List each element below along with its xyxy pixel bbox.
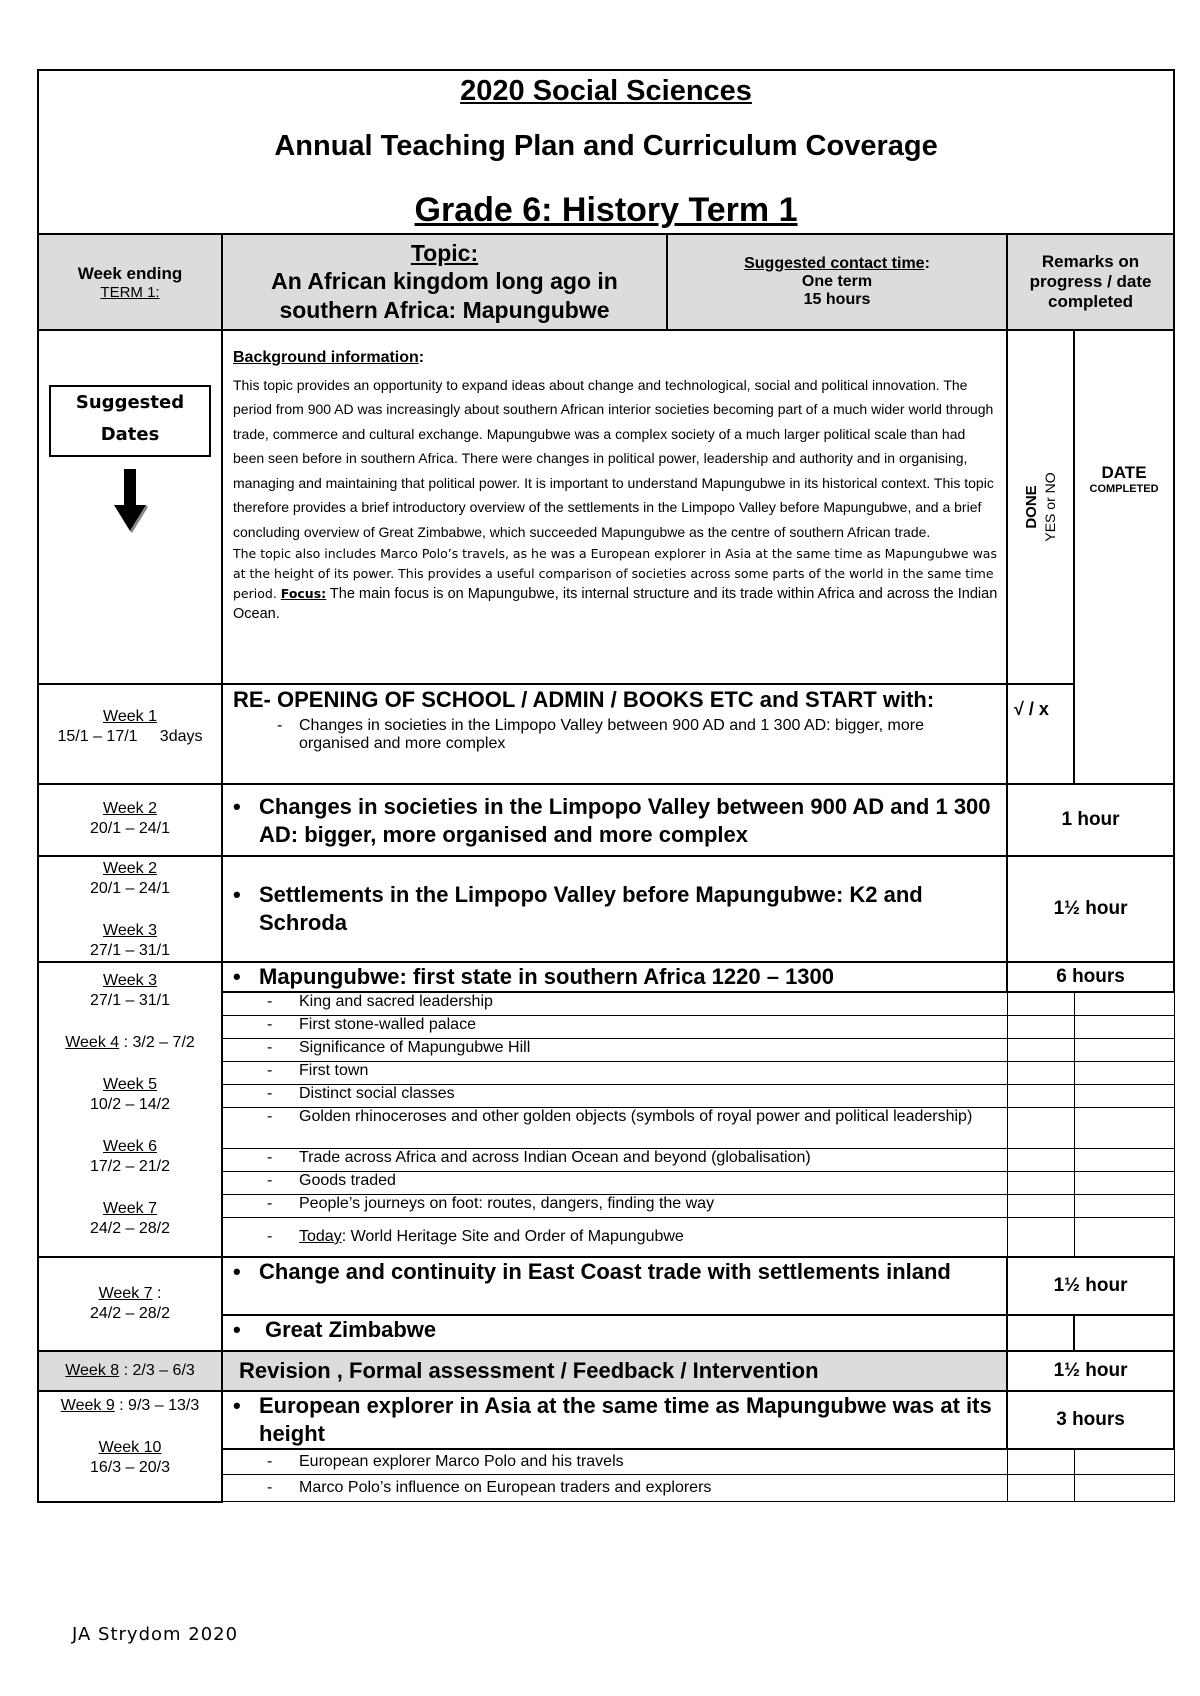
sub-item-text: Trade across Africa and across Indian Ocean and beyond (globalisation) — [299, 1149, 811, 1166]
term-label: TERM 1: — [100, 283, 160, 301]
week-2-content — [222, 784, 1007, 856]
date-completed-column — [1074, 330, 1174, 784]
sub-item-row: - Distinct social classes — [222, 1085, 1007, 1108]
week-1-cell — [38, 684, 222, 784]
background-heading-colon: : — [418, 349, 425, 366]
today-text: : World Heritage Site and Order of Mapungubwe — [341, 1228, 684, 1245]
done-cell[interactable] — [1007, 1085, 1074, 1108]
east-coast-content — [222, 1257, 1007, 1315]
sub-item-row: - First stone-walled palace — [222, 1016, 1007, 1039]
bullet-item — [223, 1316, 1006, 1344]
great-zimbabwe-content — [222, 1315, 1007, 1351]
sub-item-row: - Significance of Mapungubwe Hill — [222, 1039, 1007, 1062]
background-heading: Background information — [233, 349, 419, 366]
bullet-icon: • — [233, 1317, 241, 1342]
date-label: DATE — [1101, 463, 1147, 482]
dash: - — [277, 717, 283, 734]
revision-content: Revision , Formal assessment / Feedback / Intervention — [222, 1351, 1007, 1391]
hours-value: 1½ hour — [1007, 1257, 1174, 1315]
week-3-dates: 27/1 – 31/1 — [89, 942, 171, 959]
week-3-label: Week 3 — [103, 922, 157, 939]
contact-time-hours: 15 hours — [803, 291, 871, 308]
sub-item-text: First town — [299, 1062, 369, 1079]
week-2-dates: 20/1 – 24/1 — [89, 820, 171, 837]
week-7-dates: 24/2 – 28/2 — [89, 1305, 171, 1322]
bullet-text: Settlements in the Limpopo Valley before Mapungubwe: K2 and Schroda — [259, 882, 923, 935]
done-cell[interactable] — [1007, 1449, 1074, 1475]
tick-cross-label: √ / x — [1008, 683, 1073, 777]
week-1-subitem-text: Changes in societies in the Limpopo Valley between 900 AD and 1 300 AD: bigger, more organised and more complex — [299, 717, 924, 752]
hours-value: 1½ hour — [1007, 856, 1174, 962]
hours-value: 1 hour — [1007, 784, 1174, 856]
remarks-line-1: Remarks on — [1041, 252, 1140, 271]
done-cell[interactable] — [1007, 1195, 1074, 1218]
date-cell[interactable] — [1074, 1108, 1174, 1149]
bullet-item — [223, 963, 1006, 991]
sub-item-row: - People’s journeys on foot: routes, dangers, finding the way — [222, 1195, 1007, 1218]
sub-item-row: - First town — [222, 1062, 1007, 1085]
hours-value: 1½ hour — [1007, 1351, 1174, 1391]
sub-item-row: - Marco Polo’s influence on European traders and explorers — [222, 1475, 1007, 1502]
sub-item-text: Marco Polo’s influence on European traders and explorers — [299, 1479, 712, 1496]
week-6-label: Week 6 — [103, 1138, 157, 1155]
focus-label: Focus: — [280, 586, 327, 601]
week-9-label: Week 9 — [60, 1397, 115, 1414]
done-vertical-label — [1022, 472, 1060, 541]
date-cell[interactable] — [1074, 992, 1174, 1016]
mapungubwe-content — [222, 962, 1007, 992]
bullet-text: European explorer in Asia at the same time as Mapungubwe was at its height — [259, 1393, 992, 1446]
sub-item-text: King and sacred leadership — [299, 993, 493, 1010]
week-3-label: Week 3 — [103, 972, 157, 989]
title-grade: Grade 6: History Term 1 — [414, 191, 798, 229]
bullet-item — [223, 1392, 1006, 1448]
week-7-cell — [38, 1257, 222, 1351]
date-cell[interactable] — [1074, 1062, 1174, 1085]
background-paragraph-2 — [233, 544, 998, 624]
suggested-dates-cell — [38, 330, 222, 684]
date-cell[interactable] — [1074, 1039, 1174, 1062]
week-7-label: Week 7 — [98, 1285, 153, 1302]
focus-text: The main focus is on Mapungubwe, its internal structure and its trade within Africa and across the Indian Ocean. — [233, 586, 998, 622]
teaching-plan-table — [37, 69, 1175, 1503]
today-label: Today — [299, 1228, 342, 1245]
sub-item-row: - Trade across Africa and across Indian Ocean and beyond (globalisation) — [222, 1149, 1007, 1172]
week-7-colon: : — [152, 1285, 162, 1302]
reopening-heading: RE- OPENING OF SCHOOL / ADMIN / BOOKS ETC and START with: — [233, 687, 935, 712]
sub-item-row: - Golden rhinoceroses and other golden objects (symbols of royal power and political leadership) — [222, 1108, 1007, 1149]
settlements-weeks-cell — [38, 856, 222, 962]
title-block — [38, 70, 1174, 234]
plan-page — [37, 69, 1173, 1503]
done-cell[interactable] — [1007, 992, 1074, 1016]
contact-time-label: Suggested contact time — [744, 255, 925, 272]
bullet-text: Mapungubwe: first state in southern Africa 1220 – 1300 — [259, 964, 835, 989]
topic-line-1: An African kingdom long ago in — [271, 267, 618, 294]
done-cell[interactable] — [1007, 1108, 1074, 1149]
bullet-item — [223, 1258, 1006, 1286]
bullet-icon: • — [233, 964, 241, 989]
sub-item-text: Golden rhinoceroses and other golden objects (symbols of royal power and political leadership) — [299, 1108, 973, 1125]
bullet-text: Great Zimbabwe — [265, 1317, 437, 1342]
done-cell[interactable] — [1007, 1172, 1074, 1195]
date-cell[interactable] — [1074, 1149, 1174, 1172]
done-cell[interactable] — [1007, 1016, 1074, 1039]
done-column — [1007, 330, 1074, 784]
remarks-line-2: progress / date — [1029, 272, 1152, 291]
done-label: DONE — [1022, 485, 1040, 529]
sub-item-text: Goods traded — [299, 1172, 396, 1189]
week-2-label: Week 2 — [103, 860, 157, 877]
week-8-cell — [38, 1351, 222, 1391]
week-10-label: Week 10 — [98, 1439, 162, 1456]
date-cell[interactable] — [1074, 1195, 1174, 1218]
sub-item-row: - King and sacred leadership — [222, 992, 1007, 1016]
title-plan: Annual Teaching Plan and Curriculum Coverage — [274, 130, 938, 162]
bullet-icon: • — [233, 882, 241, 907]
title-year: 2020 Social Sciences — [460, 75, 752, 107]
done-cell[interactable] — [1007, 1039, 1074, 1062]
bullet-text: Change and continuity in East Coast trade with settlements inland — [259, 1259, 951, 1284]
week-8-dates: : 2/3 – 6/3 — [119, 1362, 195, 1379]
date-cell[interactable] — [1074, 1475, 1174, 1502]
done-cell[interactable] — [1007, 1475, 1074, 1502]
week-7-label: Week 7 — [103, 1200, 157, 1217]
mapungubwe-weeks-cell — [38, 962, 222, 1257]
done-cell[interactable] — [1007, 1062, 1074, 1085]
week-10-dates: 16/3 – 20/3 — [89, 1459, 171, 1476]
week-1-label: Week 1 — [103, 708, 157, 725]
bullet-item — [223, 793, 1006, 849]
remarks-header — [1007, 234, 1174, 330]
week-9-10-cell — [38, 1391, 222, 1502]
sub-item-row: - Goods traded — [222, 1172, 1007, 1195]
settlements-content — [222, 856, 1007, 962]
date-cell[interactable] — [1074, 1218, 1174, 1258]
week-6-dates: 17/2 – 21/2 — [89, 1158, 171, 1175]
bullet-icon: • — [233, 794, 241, 819]
week-1-content — [222, 684, 1007, 784]
date-cell[interactable] — [1074, 1449, 1174, 1475]
week-7-dates: 24/2 – 28/2 — [89, 1220, 171, 1237]
sub-item-row: - European explorer Marco Polo and his travels — [222, 1449, 1007, 1475]
week-5-dates: 10/2 – 14/2 — [89, 1096, 171, 1113]
bullet-icon: • — [233, 1259, 241, 1284]
suggested-label: Suggested — [75, 392, 185, 413]
week-5-label: Week 5 — [103, 1076, 157, 1093]
dates-label: Dates — [100, 424, 160, 445]
topic-header — [222, 234, 667, 330]
bullet-item — [223, 881, 1006, 937]
background-paragraph-2-text: The topic also includes Marco Polo’s travels, as he was a European explorer in Asia at the same time as Mapungubwe was at the height of its power. This provides a useful comparison of societies across some parts of the world in the same time period. — [233, 546, 997, 601]
topic-line-2: southern Africa: Mapungubwe — [279, 296, 610, 323]
week-1-subitem — [233, 717, 998, 753]
suggested-dates-box — [49, 385, 211, 457]
yes-or-no-label: YES or NO — [1041, 472, 1058, 542]
contact-time-colon: : — [924, 255, 930, 272]
contact-time-header — [667, 234, 1007, 330]
done-cell[interactable] — [1007, 1218, 1074, 1258]
topic-label: Topic: — [410, 239, 479, 266]
contact-time-term: One term — [801, 273, 873, 290]
week-2-label: Week 2 — [103, 800, 157, 817]
week-9-dates: : 9/3 – 13/3 — [114, 1397, 200, 1414]
european-explorer-content — [222, 1391, 1007, 1449]
hours-value: 6 hours — [1007, 962, 1174, 992]
sub-item-row: - Today: World Heritage Site and Order of Mapungubwe — [222, 1218, 1007, 1258]
sub-item-text: People’s journeys on foot: routes, dangers, finding the way — [299, 1195, 715, 1212]
week-2-cell — [38, 784, 222, 856]
sub-item-text: Distinct social classes — [299, 1085, 455, 1102]
week-1-dates: 15/1 – 17/1 3days — [57, 728, 203, 745]
background-info — [222, 330, 1007, 684]
footer-author: JA Strydom 2020 — [72, 1624, 239, 1645]
background-paragraph-1: This topic provides an opportunity to expand ideas about change and technological, social and political innovation. The period from 900 AD was increasingly about southern African interior societies becoming part of a much wider world through trade, commerce and cultural exchange. Mapungubwe was a complex society of a much larger political scale than had been seen before in southern Africa. There were changes in political power, leadership and authority and in organising, managing and maintaining that political power. It is important to understand Mapungubwe in its historical context. This topic therefore provides a brief introductory overview of the settlements in the Limpopo Valley before Mapungubwe, and a brief concluding overview of Great Zimbabwe, which succeeded Mapungubwe as the centre of southern African trade. — [233, 376, 994, 540]
sub-item-text: European explorer Marco Polo and his travels — [299, 1453, 624, 1470]
week-4-dates: : 3/2 – 7/2 — [119, 1034, 195, 1051]
date-cell[interactable] — [1074, 1016, 1174, 1039]
done-cell[interactable] — [1007, 1149, 1074, 1172]
week-2-dates: 20/1 – 24/1 — [89, 880, 171, 897]
week-3-dates: 27/1 – 31/1 — [89, 992, 171, 1009]
date-cell[interactable] — [1074, 1172, 1174, 1195]
week-4-label: Week 4 — [65, 1034, 120, 1051]
done-cell[interactable] — [1007, 1315, 1074, 1351]
sub-item-text: First stone-walled palace — [299, 1016, 476, 1033]
sub-item-text: Significance of Mapungubwe Hill — [299, 1039, 531, 1056]
week-ending-header — [38, 234, 222, 330]
hours-value: 3 hours — [1007, 1391, 1174, 1449]
week-8-label: Week 8 — [65, 1362, 120, 1379]
date-cell[interactable] — [1074, 1085, 1174, 1108]
remarks-line-3: completed — [1048, 292, 1134, 311]
completed-label: COMPLETED — [1089, 483, 1159, 495]
bullet-icon: • — [233, 1393, 241, 1418]
date-cell[interactable] — [1074, 1315, 1174, 1351]
week-ending-label: Week ending — [77, 263, 183, 283]
bullet-text: Changes in societies in the Limpopo Valley between 900 AD and 1 300 AD: bigger, more organised and more complex — [259, 794, 991, 847]
